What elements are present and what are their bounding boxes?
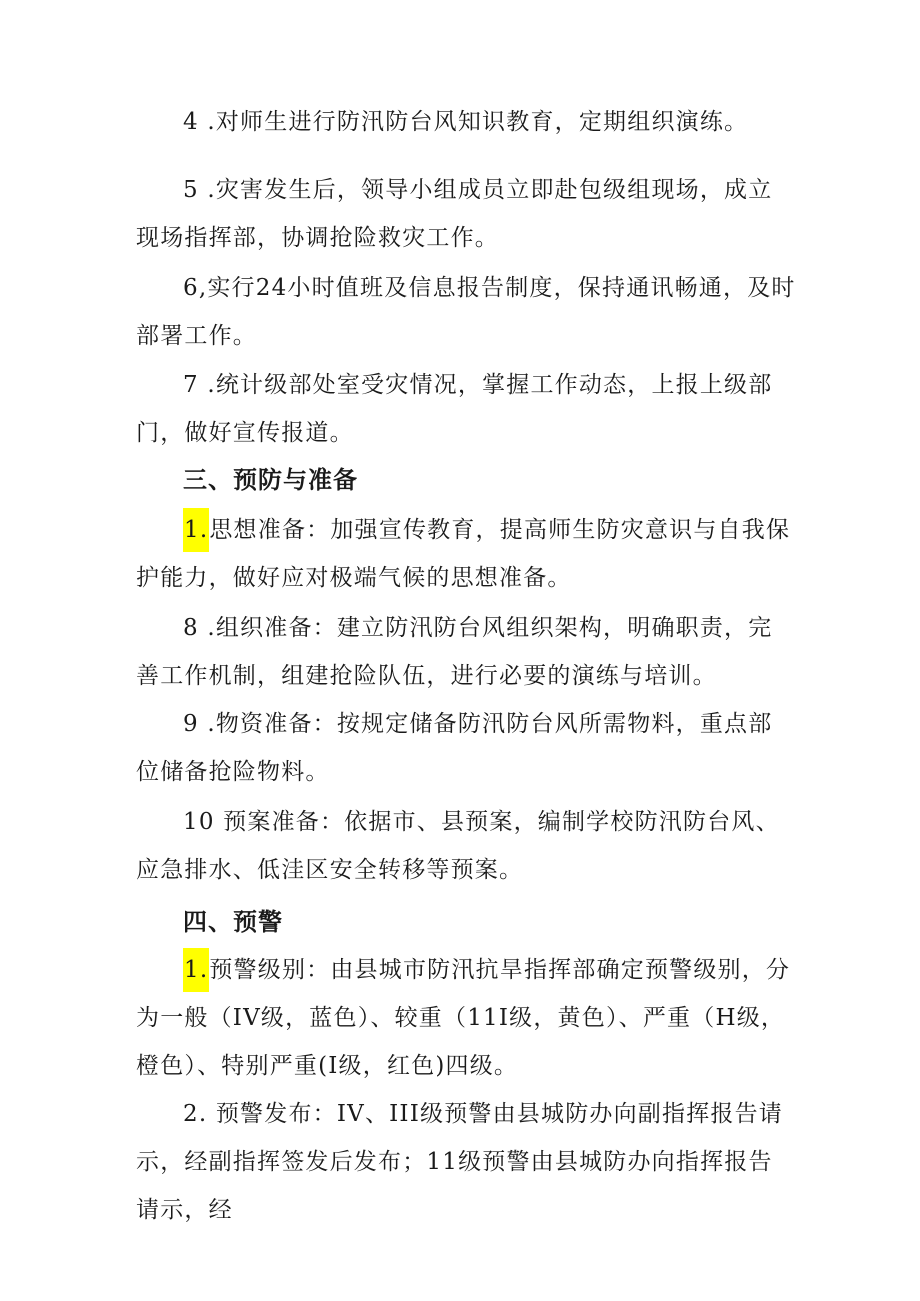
paragraph-material-preparation: 9 .物资准备：按规定储备防汛防台风所需物料，重点部位储备抢险物料。 (136, 711, 773, 785)
paragraph-item-5: 5 .灾害发生后，领导小组成员立即赴包级组现场，成立现场指挥部，协调抢险救灾工作。 (136, 177, 773, 251)
section-heading-prevention: 三、预防与准备 (183, 466, 358, 494)
highlighted-number: 1. (183, 948, 209, 992)
paragraph-thought-preparation (136, 506, 796, 602)
highlighted-number: 1. (183, 508, 209, 552)
paragraph-text: 思想准备：加强宣传教育，提高师生防灾意识与自我保护能力，做好应对极端气候的思想准备。 (136, 517, 791, 591)
section-heading-warning: 四、预警 (183, 908, 283, 936)
paragraph-text: 预警级别：由县城市防汛抗旱指挥部确定预警级别，分为一般（IV级，蓝色）、较重（11I级，黄色）、严重（H级，橙色）、特别严重(I级，红色)四级。 (136, 957, 791, 1079)
paragraph-item-7: 7 .统计级部处室受灾情况，掌握工作动态，上报上级部门，做好宣传报道。 (136, 372, 773, 446)
paragraph-warning-release: 2. 预警发布：IV、III级预警由县城防办向副指挥报告请示，经副指挥签发后发布；11级预警由县城防办向指挥报告请示，经 (136, 1101, 784, 1223)
paragraph-warning-levels (136, 946, 796, 1090)
paragraph-item-6: 6,实行24小时值班及信息报告制度，保持通讯畅通，及时部署工作。 (136, 275, 796, 349)
paragraph-plan-preparation: 10 预案准备：依据市、县预案，编制学校防汛防台风、应急排水、低洼区安全转移等预案。 (136, 809, 780, 883)
paragraph-item-4: 4 .对师生进行防汛防台风知识教育，定期组织演练。 (183, 109, 749, 135)
paragraph-organization-preparation: 8 .组织准备：建立防汛防台风组织架构，明确职责，完善工作机制，组建抢险队伍，进行必要的演练与培训。 (136, 615, 773, 689)
